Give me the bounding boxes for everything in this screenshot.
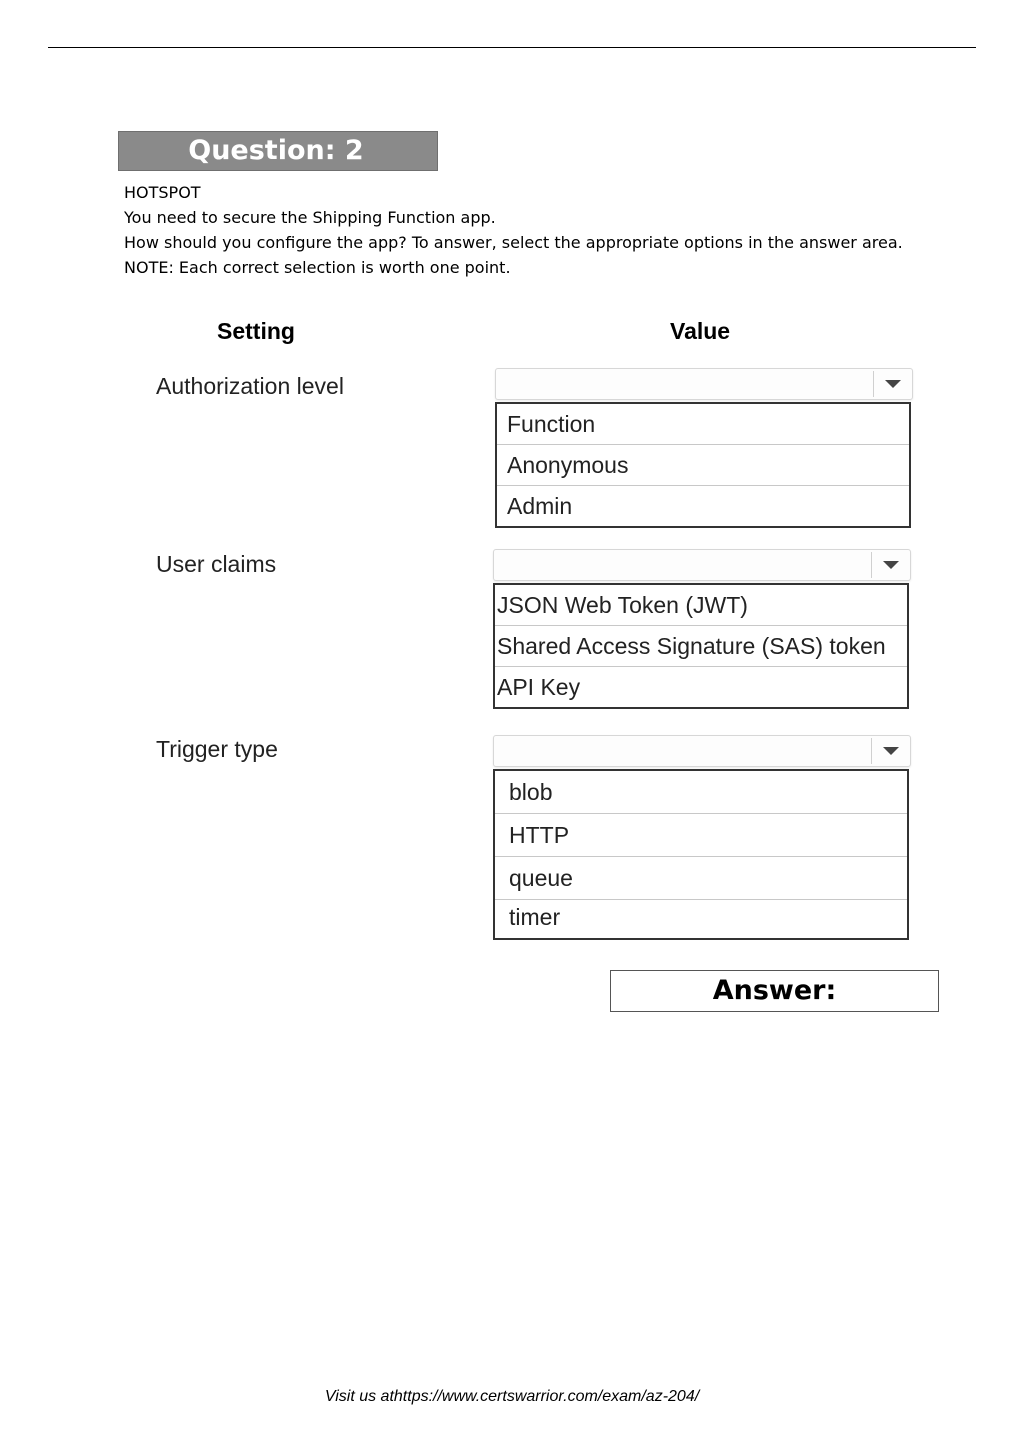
question-badge: Question: 2 [118,131,438,171]
option-timer[interactable]: timer [509,904,561,930]
authorization-level-dropdown[interactable] [495,368,913,400]
question-type: HOTSPOT [124,183,201,202]
question-line-2: How should you configure the app? To answer, select the appropriate options in the answer area. [124,233,903,252]
setting-user-claims: User claims [156,551,277,577]
option-blob[interactable]: blob [495,771,907,814]
setting-header: Setting [217,318,295,344]
chevron-down-icon[interactable] [883,747,899,755]
trigger-type-options [493,769,909,940]
answer-label: Answer: [610,970,939,1012]
option-admin[interactable]: Admin [507,493,573,519]
chevron-down-icon[interactable] [883,561,899,569]
option-sas-token[interactable]: Shared Access Signature (SAS) token [495,626,907,667]
question-text [124,180,928,280]
question-line-3: NOTE: Each correct selection is worth one point. [124,258,511,277]
user-claims-dropdown[interactable] [493,549,911,581]
authorization-level-options [495,402,911,528]
footer-link[interactable]: Visit us athttps://www.certswarrior.com/exam/az-204/ [324,1388,700,1405]
option-function[interactable]: Function [497,404,909,445]
value-header: Value [670,318,731,344]
option-http[interactable]: HTTP [495,814,907,857]
option-anonymous[interactable]: Anonymous [497,445,909,486]
setting-authorization-level: Authorization level [156,373,344,399]
top-rule [48,47,976,48]
trigger-type-dropdown[interactable] [493,735,911,767]
option-api-key[interactable]: API Key [497,674,581,700]
question-line-1: You need to secure the Shipping Function app. [124,208,496,227]
dropdown-separator [873,371,874,397]
option-jwt[interactable]: JSON Web Token (JWT) [495,585,907,626]
dropdown-separator [871,738,872,764]
setting-trigger-type: Trigger type [156,736,278,762]
chevron-down-icon[interactable] [885,380,901,388]
user-claims-options [493,583,909,709]
option-queue[interactable]: queue [495,857,907,900]
dropdown-separator [871,552,872,578]
